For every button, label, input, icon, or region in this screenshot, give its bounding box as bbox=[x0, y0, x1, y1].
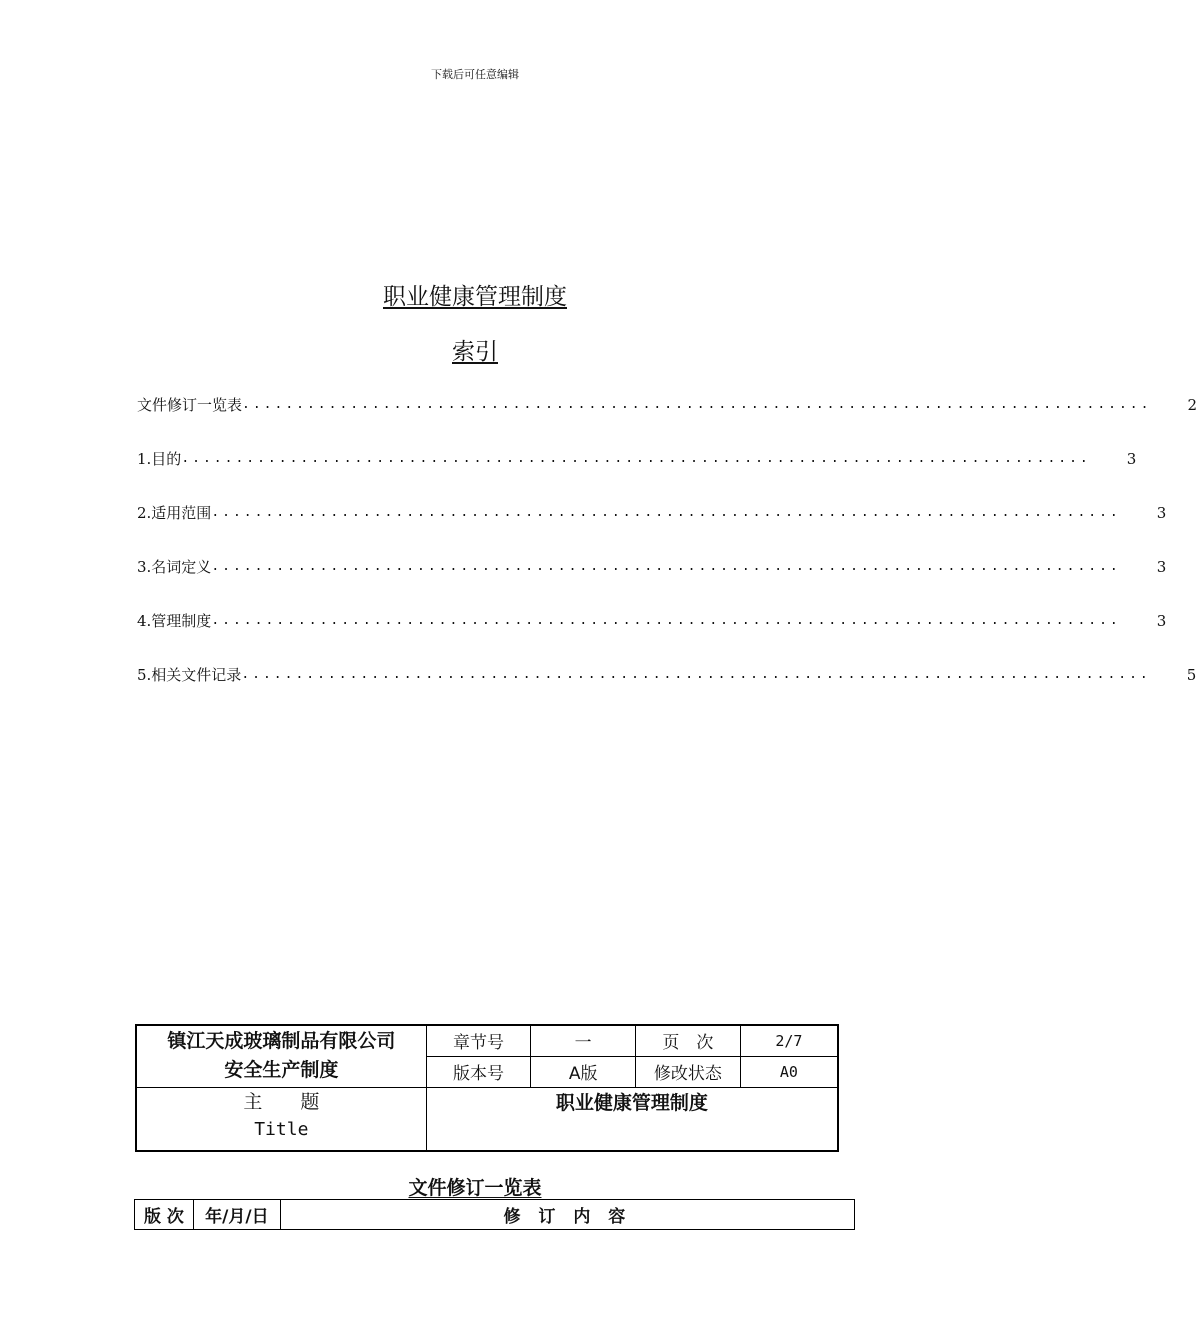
subject-value: 职业健康管理制度 bbox=[426, 1087, 838, 1151]
toc-leader-dots: .................................................................................... bbox=[211, 559, 1121, 574]
toc-item[interactable] bbox=[137, 392, 1197, 446]
toc-leader-dots: .................................................................................... bbox=[181, 451, 1091, 466]
toc-item-label: 3.名词定义 bbox=[137, 558, 212, 576]
table-of-contents bbox=[137, 392, 1197, 716]
toc-item[interactable] bbox=[137, 500, 1167, 554]
revision-table bbox=[134, 1199, 855, 1230]
subject-label-en: Title bbox=[254, 1118, 309, 1140]
toc-leader-dots: .................................................................................... bbox=[211, 613, 1121, 628]
page-label: 页 次 bbox=[635, 1025, 740, 1056]
toc-item-page: 3 bbox=[1156, 504, 1167, 522]
toc-item-label: 2.适用范围 bbox=[137, 504, 212, 522]
company-cell bbox=[136, 1025, 426, 1087]
toc-leader-dots: .................................................................................... bbox=[211, 505, 1121, 520]
version-value: A版 bbox=[531, 1056, 636, 1087]
toc-item-label: 文件修订一览表 bbox=[137, 396, 243, 414]
toc-item-page: 3 bbox=[1156, 612, 1167, 630]
toc-item-page: 2 bbox=[1187, 396, 1197, 414]
document-title: 职业健康管理制度 bbox=[383, 284, 567, 310]
subject-cell bbox=[136, 1087, 426, 1151]
toc-item[interactable] bbox=[137, 608, 1167, 662]
subject-label: 主 题 bbox=[243, 1090, 320, 1113]
toc-item-label: 4.管理制度 bbox=[137, 612, 212, 630]
toc-item-page: 5 bbox=[1186, 666, 1197, 684]
index-heading: 索引 bbox=[452, 339, 498, 365]
toc-item[interactable] bbox=[137, 554, 1167, 608]
toc-leader-dots: .................................................................................... bbox=[242, 397, 1152, 412]
toc-item[interactable] bbox=[137, 662, 1197, 716]
toc-item-page: 3 bbox=[1156, 558, 1167, 576]
revision-list-title: 文件修订一览表 bbox=[408, 1177, 542, 1199]
page-value: 2/7 bbox=[740, 1025, 838, 1056]
status-value: A0 bbox=[740, 1056, 838, 1087]
status-label: 修改状态 bbox=[635, 1056, 740, 1087]
toc-item[interactable] bbox=[137, 446, 1137, 500]
chapter-value: 一 bbox=[531, 1025, 636, 1056]
toc-item-label: 1.目的 bbox=[137, 450, 182, 468]
chapter-label: 章节号 bbox=[426, 1025, 531, 1056]
revision-col-content: 修 订 内 容 bbox=[280, 1200, 854, 1230]
toc-item-page: 3 bbox=[1126, 450, 1137, 468]
document-header-table bbox=[135, 1024, 839, 1152]
company-name: 镇江天成玻璃制品有限公司 bbox=[167, 1030, 396, 1053]
toc-leader-dots: .................................................................................... bbox=[241, 667, 1151, 682]
revision-col-version: 版 次 bbox=[135, 1200, 194, 1230]
toc-item-label: 5.相关文件记录 bbox=[137, 666, 242, 684]
revision-col-date: 年/月/日 bbox=[193, 1200, 280, 1230]
version-label: 版本号 bbox=[426, 1056, 531, 1087]
company-subtitle: 安全生产制度 bbox=[224, 1059, 339, 1082]
download-note: 下载后可任意编辑 bbox=[431, 68, 519, 81]
